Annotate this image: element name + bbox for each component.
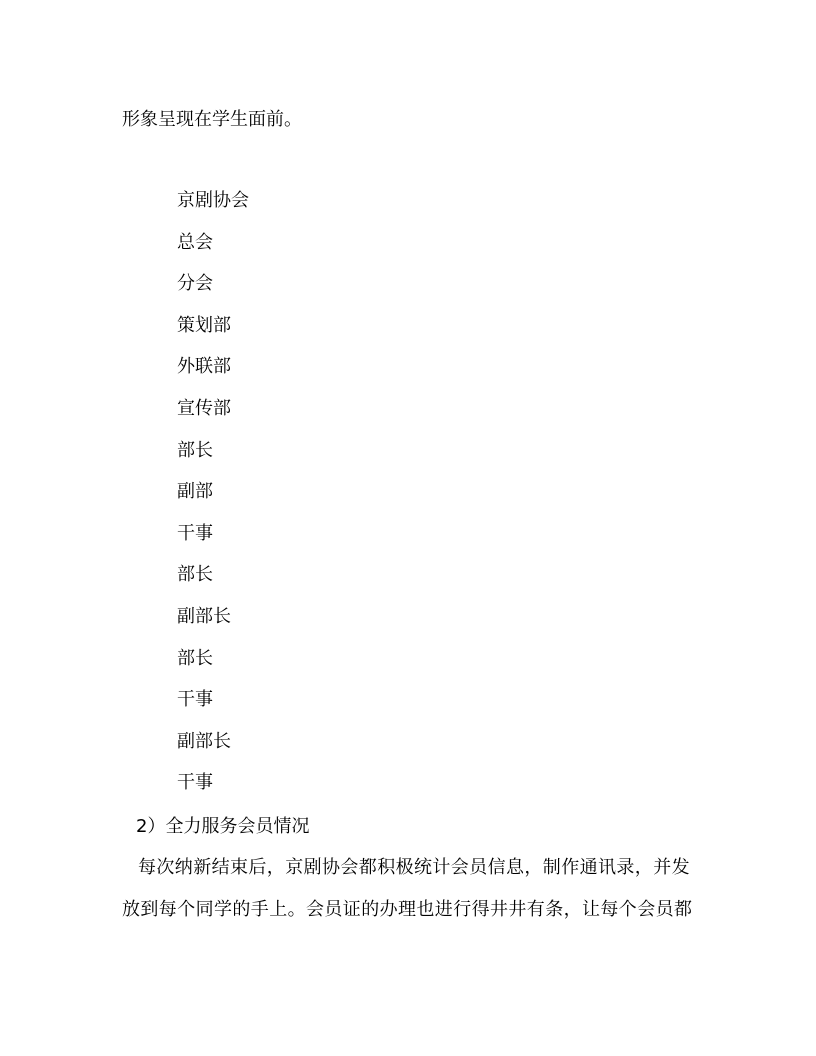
paragraph-line: 每次纳新结束后，京剧协会都积极统计会员信息，制作通讯录，并发 xyxy=(138,857,690,878)
paragraph-fragment: 形象呈现在学生面前。 xyxy=(122,109,302,130)
org-structure-list xyxy=(177,190,249,814)
org-item: 京剧协会 xyxy=(177,190,249,211)
org-item: 副部长 xyxy=(177,605,231,627)
org-item: 外联部 xyxy=(177,356,231,378)
org-item: 宣传部 xyxy=(177,397,231,419)
org-item: 干事 xyxy=(177,772,213,794)
org-item: 总会 xyxy=(177,231,213,253)
org-item: 部长 xyxy=(177,439,213,461)
org-item: 干事 xyxy=(177,689,213,711)
org-item: 部长 xyxy=(177,647,213,669)
org-item: 部长 xyxy=(177,564,213,586)
org-item: 策划部 xyxy=(177,314,231,336)
org-item: 副部长 xyxy=(177,730,231,752)
section-heading: 2）全力服务会员情况 xyxy=(136,816,310,837)
org-item: 副部 xyxy=(177,481,213,503)
org-item: 干事 xyxy=(177,522,213,544)
paragraph-line: 放到每个同学的手上。会员证的办理也进行得井井有条，让每个会员都 xyxy=(122,899,693,920)
org-item: 分会 xyxy=(177,273,213,295)
